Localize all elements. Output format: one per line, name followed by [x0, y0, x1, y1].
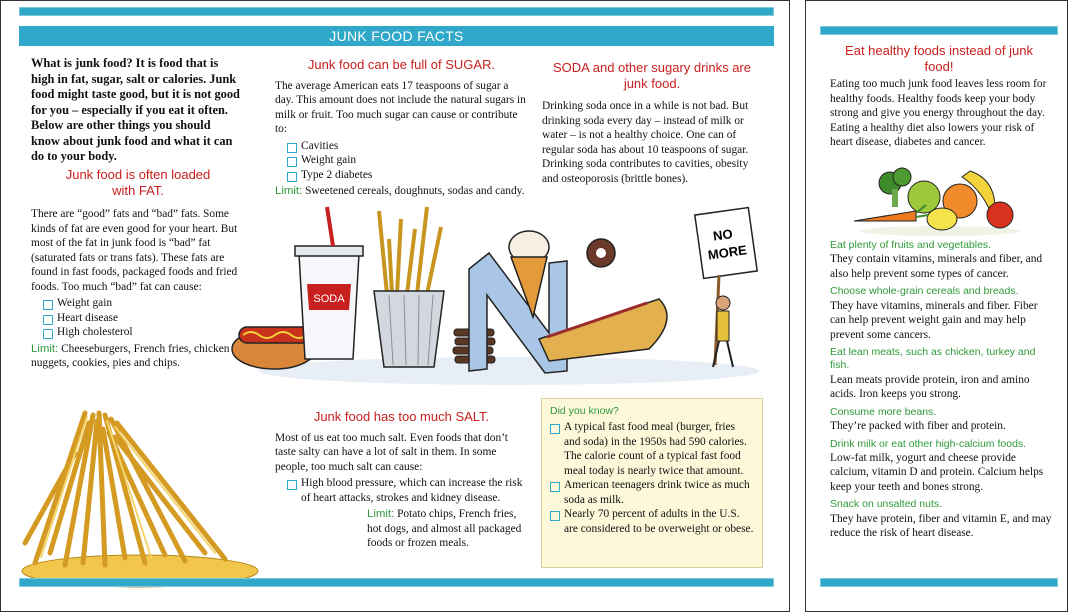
salt-body: Most of us eat too much salt. Even foods that don’t taste salty can have a lot of salt in them. In some people, too much salt can cause:	[275, 431, 508, 473]
limit-label: Limit:	[275, 184, 303, 197]
apple-icon	[908, 181, 940, 213]
list-item: Weight gain	[43, 296, 245, 310]
healthy-tips	[830, 239, 1052, 541]
tip-text: They contain vitamins, minerals and fiber, and also help prevent some types of cancer.	[830, 253, 1043, 280]
sign-line1: NO	[712, 226, 734, 244]
healthy-heading: Eat healthy foods instead of junk food!	[845, 43, 1033, 74]
donut-icon	[587, 239, 615, 267]
list-item: Cavities	[287, 139, 528, 153]
list-item: Weight gain	[287, 153, 528, 167]
tip-text: Low-fat milk, yogurt and cheese provide calcium, vitamin D and protein. Calcium helps keep your teeth and bones strong.	[830, 451, 1044, 493]
tomato-icon	[987, 202, 1013, 228]
salt-section	[275, 409, 528, 550]
list-item: Nearly 70 percent of adults in the U.S. are considered to be overweight or obese.	[550, 507, 754, 536]
fries-pile-illustration	[15, 393, 265, 593]
bottom-bar	[19, 578, 774, 587]
fat-limit	[31, 342, 245, 371]
list-item: American teenagers drink twice as much soda as milk.	[550, 478, 754, 507]
fat-heading: Junk food is often loaded with FAT.	[65, 167, 211, 198]
healthy-section	[830, 43, 1048, 150]
healthy-body: Eating too much junk food leaves less room for healthy foods. Healthy foods keep your body strong and give you energy throughout the day. Eating a healthy diet also lowers your risk of heart disease, diabetes and cancer.	[830, 78, 1047, 149]
soda-heading: SODA and other sugary drinks are junk food.	[553, 60, 751, 91]
did-you-know-box	[541, 398, 763, 568]
fat-body: There are “good” fats and “bad” fats. Some kinds of fat are even good for your heart. But most of the fat in junk food is “bad” fat (saturated fats or trans fats). These fats are found in fast foods, packaged foods and fried foods. Too much “bad” fat can cause:	[31, 208, 238, 293]
limit-text: Sweetened cereals, doughnuts, sodas and candy.	[302, 184, 525, 197]
sugar-section	[275, 57, 528, 198]
right-panel	[805, 0, 1068, 612]
tip-text: They have protein, fiber and vitamin E, and may reduce the risk of heart disease.	[830, 512, 1052, 540]
salt-heading: Junk food has too much SALT.	[313, 409, 490, 424]
junk-illustration	[229, 199, 769, 393]
list-item: A typical fast food meal (burger, fries and soda) in the 1950s had 590 calories. The calorie count of a typical fast food meal today is nearly twice that amount.	[550, 420, 754, 478]
no-more-sign	[695, 208, 757, 367]
soda-section	[542, 60, 762, 186]
salt-list	[287, 476, 528, 505]
fries-bucket-icon	[374, 207, 444, 367]
top-bar	[19, 7, 774, 16]
tip-title: Eat lean meats, such as chicken, turkey and fish.	[830, 346, 1036, 372]
bottom-bar	[820, 578, 1058, 587]
fruits-vegetables-illustration	[850, 161, 1030, 237]
cup-label: SODA	[313, 293, 345, 305]
limit-text: Potato chips, French fries, hot dogs, and almost all packaged foods or frozen meals.	[367, 508, 522, 549]
top-bar	[820, 26, 1058, 35]
fat-section	[31, 167, 245, 371]
did-you-know-list	[550, 420, 754, 536]
tip-title: Choose whole-grain cereals and breads.	[830, 285, 1019, 298]
tip-title: Snack on unsalted nuts.	[830, 498, 943, 511]
intro-text: What is junk food? It is food that is high in fat, sugar, salt or calories. Junk food might taste good, but it is not good for you – especially if you eat it often. Below are other things you should know about junk food and what it can do to your body.	[31, 56, 240, 163]
tip-text: Lean meats provide protein, iron and amino acids. Iron keeps you strong.	[830, 373, 1030, 401]
list-item: High blood pressure, which can increase the risk of heart attacks, strokes and kidney disease.	[287, 476, 528, 505]
list-item: High cholesterol	[43, 325, 245, 339]
soda-body: Drinking soda once in a while is not bad. But drinking soda every day – instead of milk or water – is not a healthy choice. One can of regular soda has about 10 teaspoons of sugar. Drinking soda contributes to cavities, obesity and osteoporosis (brittle bones).	[542, 100, 749, 185]
salt-limit	[367, 507, 528, 550]
sugar-heading: Junk food can be full of SUGAR.	[307, 57, 496, 72]
title-banner	[19, 26, 774, 46]
sugar-limit	[275, 184, 528, 198]
sugar-list	[287, 139, 528, 182]
did-you-know-label: Did you know?	[550, 405, 619, 417]
fat-list	[43, 296, 245, 339]
tip-title: Eat plenty of fruits and vegetables.	[830, 239, 992, 251]
limit-label: Limit:	[367, 508, 395, 521]
limit-label: Limit:	[31, 342, 59, 355]
list-item: Type 2 diabetes	[287, 168, 528, 182]
broccoli-icon	[879, 168, 911, 207]
limit-text: Cheeseburgers, French fries, chicken nuggets, cookies, pies and chips.	[31, 342, 230, 370]
sugar-body: The average American eats 17 teaspoons of sugar a day. This amount does not include the natural sugars in milk or fruit. Too much sugar can cause or contribute to:	[275, 79, 526, 136]
tip-title: Consume more beans.	[830, 405, 937, 418]
sign-line2: MORE	[706, 242, 748, 263]
tip-text: They have vitamins, minerals and fiber. Fiber can help prevent weight gain and may help prevent some cancers.	[830, 299, 1038, 341]
lemon-icon	[927, 208, 957, 230]
page-title: JUNK FOOD FACTS	[329, 28, 464, 44]
tip-text: They’re packed with fiber and protein.	[830, 420, 1006, 433]
soda-cup-icon	[295, 207, 363, 359]
list-item: Heart disease	[43, 311, 245, 325]
tip-title: Drink milk or eat other high-calcium foods.	[830, 437, 1027, 450]
